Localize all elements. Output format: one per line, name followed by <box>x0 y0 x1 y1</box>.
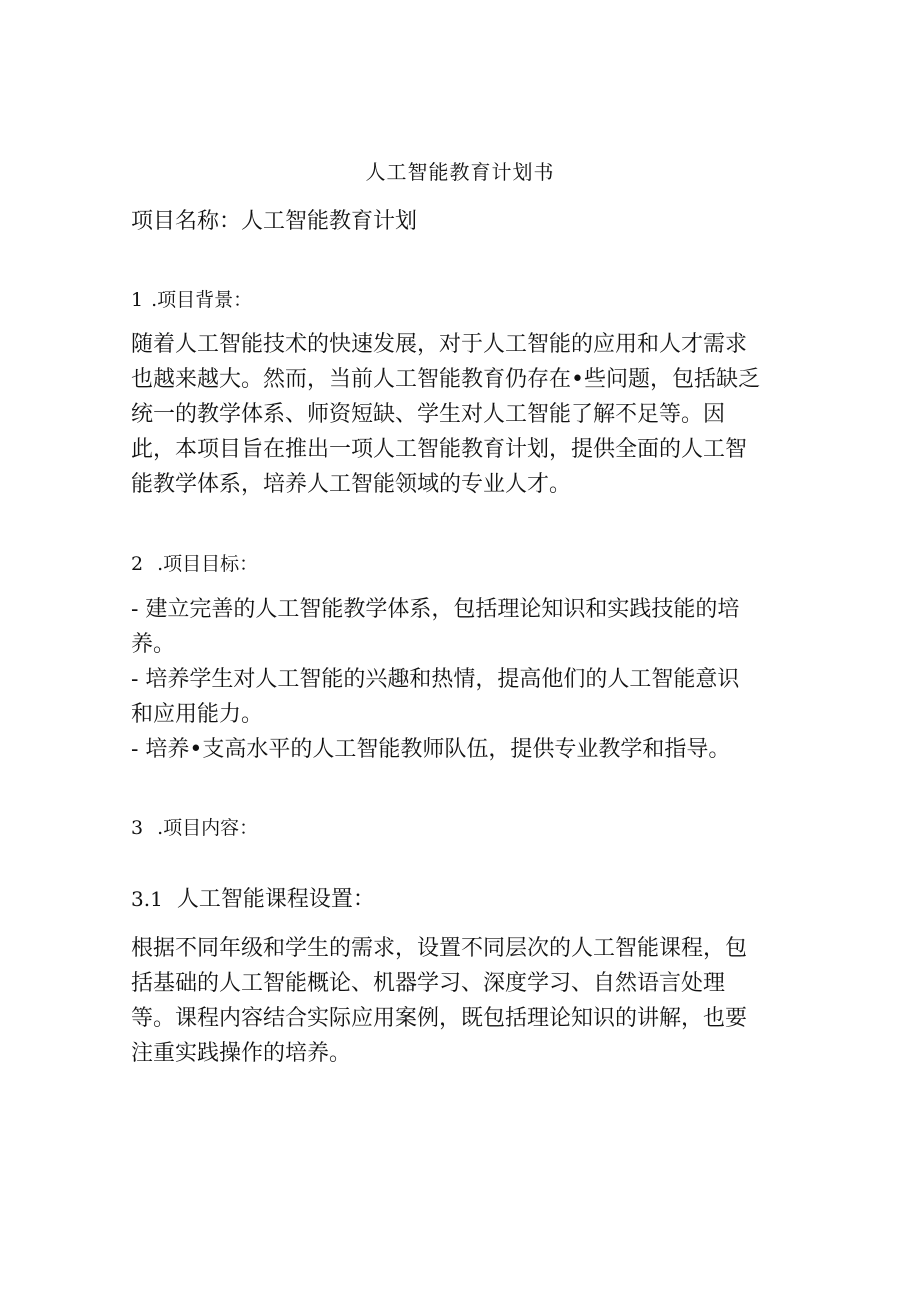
section-2-body <box>131 592 811 767</box>
paragraph-line: 等。课程内容结合实际应用案例，既包括理论知识的讲解，也要 <box>131 1006 748 1031</box>
section-3-heading <box>131 813 258 843</box>
paragraph-line: 根据不同年级和学生的需求，设置不同层次的人工智能课程，包 <box>131 936 748 961</box>
paragraph-line: 养。 <box>131 632 176 657</box>
paragraph-line: 也越来越大。然而，当前人工智能教育仍存在•些问题，包括缺乏 <box>131 367 760 392</box>
paragraph-line: 注重实践操作的培养。 <box>131 1041 352 1066</box>
section-number: 1 <box>131 289 144 311</box>
document-title: 人工智能教育计划书 <box>365 160 555 184</box>
paragraph-line: 能教学体系，培养人工智能领域的专业人才。 <box>131 472 572 497</box>
paragraph-line: 和应用能力。 <box>131 702 264 727</box>
section-number: 2 <box>131 553 144 575</box>
paragraph-line: 随着人工智能技术的快速发展，对于人工智能的应用和人才需求 <box>131 332 748 357</box>
paragraph-line: - 培养•支高水平的人工智能教师队伍，提供专业教学和指导。 <box>131 737 731 762</box>
section-2-heading <box>131 549 258 579</box>
paragraph-line: 括基础的人工智能概论、机器学习、深度学习、自然语言处理 <box>131 971 726 996</box>
paragraph-line: - 培养学生对人工智能的兴趣和热情，提高他们的人工智能意识 <box>131 667 740 692</box>
paragraph-line: - 建立完善的人工智能教学体系，包括理论知识和实践技能的培 <box>131 597 740 622</box>
section-number: 3.1 <box>131 887 163 911</box>
section-title: .项目内容： <box>157 817 259 839</box>
paragraph-line: 此，本项目旨在推出一项人工智能教育计划，提供全面的人工智 <box>131 437 748 462</box>
section-title: 人工智能课程设置： <box>176 887 375 912</box>
section-3-1-heading <box>131 884 375 915</box>
project-name: 项目名称：人工智能教育计划 <box>131 209 418 234</box>
section-3-1-body <box>131 931 811 1071</box>
section-number: 3 <box>131 817 144 839</box>
section-title: .项目目标： <box>157 553 259 575</box>
section-1-heading <box>131 285 252 315</box>
section-title: .项目背景： <box>151 289 253 311</box>
section-1-body <box>131 327 811 502</box>
paragraph-line: 统一的教学体系、师资短缺、学生对人工智能了解不足等。因 <box>131 402 726 427</box>
